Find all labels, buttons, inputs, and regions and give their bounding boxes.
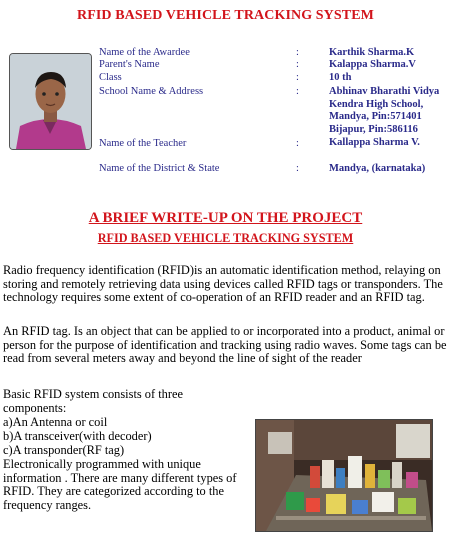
value-parent: Kalappa Sharma.V	[329, 59, 416, 70]
colon: :	[296, 86, 299, 97]
label-school: School Name & Address	[99, 86, 204, 97]
list-item: c)A transponder(RF tag)	[3, 443, 125, 457]
value-awardee: Karthik Sharma.K	[329, 47, 415, 58]
list-item: b)A transceiver(with decoder)	[3, 429, 152, 443]
value-class: 10 th	[329, 72, 352, 83]
label-class: Class	[99, 72, 122, 83]
label-awardee: Name of the Awardee	[99, 47, 190, 58]
value-district: Mandya, (karnataka)	[329, 163, 426, 174]
awardee-photo	[9, 53, 92, 150]
paragraph-1: Radio frequency identification (RFID)is an automatic identification method, relaying on storing and remotely retrieving data using devices called RFID tags or transponders. The technology requires some extent of co-operation of an RFID reader and an RFID tag.	[3, 263, 443, 305]
page-title: RFID BASED VEHICLE TRACKING SYSTEM	[77, 8, 374, 23]
writeup-heading: A BRIEF WRITE-UP ON THE PROJECT	[88, 210, 363, 226]
label-teacher: Name of the Teacher	[99, 138, 187, 149]
paragraph-3: Basic RFID system consists of three components:	[3, 387, 183, 415]
colon: :	[296, 72, 299, 83]
colon: :	[296, 59, 299, 70]
colon: :	[296, 163, 299, 174]
label-parent: Parent's Name	[99, 59, 160, 70]
value-school-line-1: Abhinav Bharathi Vidya	[329, 86, 440, 97]
colon: :	[296, 47, 299, 58]
paragraph-2: An RFID tag. Is an object that can be applied to or incorporated into a product, animal or person for the purpose of identification and tracking using radio waves. Some tags can be read from several meters away and beyond the line of sight of the reader	[3, 324, 447, 366]
project-model-photo	[255, 419, 433, 532]
label-district: Name of the District & State	[99, 163, 220, 174]
writeup-subheading: RFID BASED VEHICLE TRACKING SYSTEM	[97, 231, 354, 245]
value-school-line-2: Kendra High School,	[329, 99, 424, 110]
value-school-line-3: Mandya, Pin:571401	[329, 111, 422, 122]
value-school-line-4: Bijapur, Pin:586116	[329, 124, 418, 135]
list-item: a)An Antenna or coil	[3, 415, 108, 429]
colon: :	[296, 138, 299, 149]
value-teacher: Kallappa Sharma V.	[329, 137, 420, 148]
paragraph-4: Electronically programmed with unique information . There are many different types of RFID. They are categorized according to the frequency ranges.	[3, 457, 237, 512]
